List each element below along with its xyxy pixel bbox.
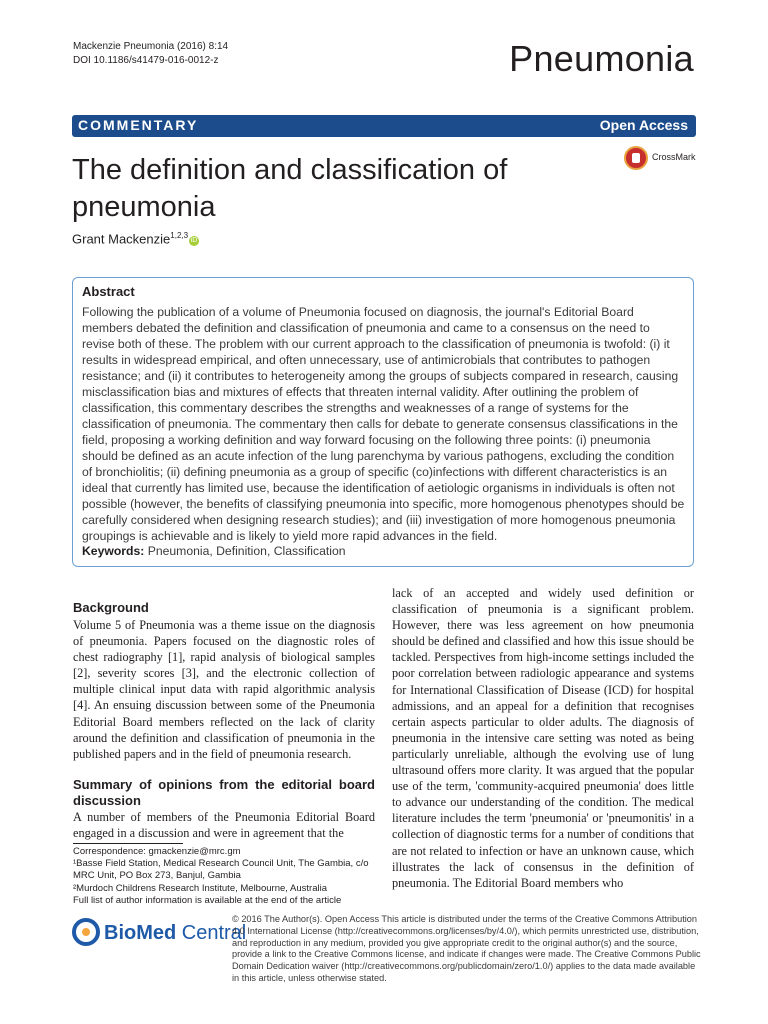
keywords-list: Pneumonia, Definition, Classification (147, 544, 346, 558)
doi-line[interactable]: DOI 10.1186/s41479-016-0012-z (73, 55, 219, 66)
affiliation-2: ²Murdoch Childrens Research Institute, Melbourne, Australia (73, 882, 327, 894)
crossmark-badge[interactable] (624, 146, 696, 172)
body-right-column (392, 585, 694, 891)
background-heading: Background (73, 600, 149, 615)
footnotes (73, 846, 373, 907)
biomed-central-logo-icon (72, 918, 100, 946)
background-paragraph: Volume 5 of Pneumonia was a theme issue on the diagnosis of pneumonia. Papers focused on the diagnostic roles of chest radiography [1], rapid analysis of biological samples [2], severity scores [3], and the electronic collection of multiple clinical input data with rapid algorithmic analysis [4]. An ensuing discussion between some of the Pneumonia Editorial Board members reflected on the lack of clarity around the definition and classification of pneumonia in the published papers and in the field of pneumonia research. (73, 618, 375, 761)
publisher-name-regular: Central (176, 922, 247, 944)
citation-header (73, 40, 228, 68)
abstract-box (72, 277, 694, 567)
keywords-line (82, 544, 346, 558)
keywords-label: Keywords: (82, 544, 145, 558)
correspondence-note[interactable]: Correspondence: gmackenzie@mrc.gm (73, 846, 241, 857)
open-access-label: Open Access (599, 117, 688, 133)
abstract-text: Following the publication of a volume of Pneumonia focused on diagnosis, the journal's Editorial Board members debated the definition and classification of pneumonia and came to a consensus on the need to revise both of these. The problem with our current approach to the classification of pneumonia is twofold: (i) it results in widespread empirical, and often unnecessary, use of antimicrobials that contributes to pathogen resistance; and (ii) it contributes to heterogeneity among the groups of subjects compared in research, causing misclassification bias and mixtures of effects that threaten internal validity. After outlining the problem of classification, this commentary describes the strengths and weaknesses of a range of systems for the classification of pneumonia. The commentary then calls for debate to generate consensus classifications in the field, proposing a working definition and way forward focusing on the following three points: (i) pneumonia should be defined as an acute infection of the lung parenchyma by various pathogens, excluding the condition of bronchiolitis; (ii) defining pneumonia as a group of specific (co)infections with different characteristics is an ideal that currently has limited use, because the identification of aetiologic organisms in individuals is often not possible (however, the benefits of classifying pneumonia into specific, more homogenous phenotypes should be carefully considered when designing research studies); and (iii) investigation of more homogenous pneumonia groupings is achievable and is likely to yield more rapid advances in the field. (82, 305, 685, 543)
crossmark-icon (624, 146, 648, 170)
citation-line: Mackenzie Pneumonia (2016) 8:14 (73, 41, 229, 52)
author-line (72, 231, 199, 246)
publisher-logo[interactable] (72, 914, 247, 954)
crossmark-label: CrossMark (652, 152, 696, 162)
article-type-banner (72, 115, 696, 137)
article-type-label: COMMENTARY (78, 117, 199, 133)
summary-heading: Summary of opinions from the editorial board discussion (73, 776, 375, 808)
article-title: The definition and classification of pneumonia (72, 154, 508, 223)
orcid-icon[interactable]: iD (190, 237, 198, 245)
full-author-info-note: Full list of author information is available at the end of the article (73, 894, 342, 906)
publisher-name-bold: BioMed (104, 922, 177, 944)
publisher-name (104, 922, 246, 945)
author-name[interactable]: Grant Mackenzie (72, 231, 171, 247)
abstract-heading: Abstract (82, 284, 135, 299)
journal-name: Pneumonia (509, 38, 694, 79)
footnote-divider (73, 843, 183, 844)
affiliation-marks: 1,2,3 (170, 231, 189, 240)
license-text: © 2016 The Author(s). Open Access This article is distributed under the terms of the Creative Commons Attribution 4.0 International License (http://creativecommons.org/licenses/by/4.0/), which permits unrestricted use, distribution, and reproduction in any medium, provided you give appropriate credit to the original author(s) and the source, provide a link to the Creative Commons license, and indicate if changes were made. The Creative Commons Public Domain Dedication waiver (http://creativecommons.org/publicdomain/zero/1.0/) applies to the data made available in this article, unless otherwise stated. (232, 914, 701, 983)
body-left-column (73, 600, 375, 841)
affiliation-1: ¹Basse Field Station, Medical Research Council Unit, The Gambia, c/o MRC Unit, PO Box 273, Banjul, Gambia (73, 858, 369, 882)
summary-paragraph: A number of members of the Pneumonia Editorial Board engaged in a discussion and were in agreement that the (73, 809, 375, 840)
right-column-paragraph: lack of an accepted and widely used definition or classification of pneumonia is a significant problem. However, there was less agreement on how pneumonia should be defined and classified and how this issue should be tackled. Perspectives from high-income settings included the poor correlation between radiologic appearance and systems for International Classification of Disease (ICD) for hospital admissions, and an appeal for a definition that recognises certain aspects particular to older adults. The diagnosis of pneumonia in the intensive care setting was noted as being particularly unreliable, although the evolving use of lung ultrasound offers more clarity. It was argued that the popular use of the term, 'community-acquired pneumonia' does little to advance our understanding of the condition. The medical literature includes the term 'pneumonia' or 'pneumonitis' in a collection of diagnostic terms for a number of conditions that are not related to infection or have an unknown cause, which illustrates the lack of consensus in the definition of pneumonia. The Editorial Board members who (392, 586, 694, 890)
